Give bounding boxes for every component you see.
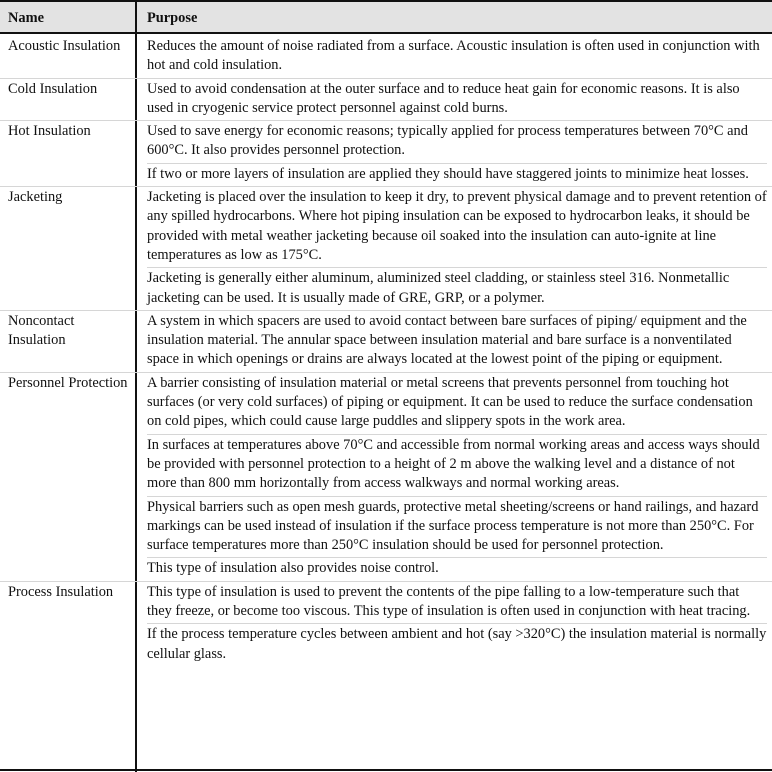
table-body xyxy=(0,36,772,666)
row-purpose xyxy=(147,121,767,186)
table-header xyxy=(0,0,772,34)
purpose-paragraph: Jacketing is placed over the insulation to keep it dry, to prevent physical damage and to prevent retention of any spilled hydrocarbons. Where hot piping insulation can be exposed to hydrocarbon leaks, it should be provided with metal weather jacketing because oil soaked into the insulation can auto-ignite at line temperatures as low as 175°C. xyxy=(147,189,767,263)
table-row xyxy=(0,186,772,310)
table-bottom-rule xyxy=(0,769,772,771)
purpose-paragraph: Physical barriers such as open mesh guards, protective metal sheeting/screens or hand railings, and hazard markings can be used instead of insulation if the surface process temperature is not more than 250°C. For surface temperatures more than 250°C insulation should be used for personnel protection. xyxy=(147,496,767,558)
row-purpose xyxy=(147,187,767,310)
row-purpose xyxy=(147,36,767,78)
row-name: Hot Insulation xyxy=(8,123,91,140)
table-row xyxy=(0,372,772,581)
table-row xyxy=(0,36,772,78)
column-header-purpose: Purpose xyxy=(147,10,198,26)
purpose-paragraph: If two or more layers of insulation are applied they should have staggered joints to minimize heat losses. xyxy=(147,163,767,186)
row-purpose xyxy=(147,582,767,666)
row-name: Process Insulation xyxy=(8,583,114,600)
purpose-paragraph: This type of insulation also provides noise control. xyxy=(147,557,767,580)
row-name: Noncontact Insulation xyxy=(8,312,75,349)
row-name: Jacketing xyxy=(8,189,63,206)
row-name: Cold Insulation xyxy=(8,80,98,97)
purpose-paragraph: In surfaces at temperatures above 70°C and accessible from normal working areas and access ways should be provided with personnel protection to a height of 2 m above the walking level and a distance of not more than 800 mm horizontally from access walkways and normal working areas. xyxy=(147,434,767,496)
purpose-paragraph: If the process temperature cycles between ambient and hot (say >320°C) the insulation material is normally cellular glass. xyxy=(147,623,767,666)
column-header-name: Name xyxy=(8,10,44,26)
row-name: Acoustic Insulation xyxy=(8,38,121,54)
table-row xyxy=(0,120,772,186)
table-row xyxy=(0,78,772,121)
table-row xyxy=(0,310,772,372)
table-row xyxy=(0,581,772,666)
purpose-paragraph: A barrier consisting of insulation material or metal screens that prevents personnel from touching hot surfaces (or very cold surfaces) of piping or equipment. It can be used to reduce the surface condensation on cold pipes, which could cause large puddles and slippery spots in the work area. xyxy=(147,374,753,430)
purpose-paragraph: Reduces the amount of noise radiated from a surface. Acoustic insulation is often used in conjunction with hot and cold insulation. xyxy=(147,38,760,74)
purpose-paragraph: Used to avoid condensation at the outer surface and to reduce heat gain for economic reasons. It is also used in cryogenic service protect personnel against cold burns. xyxy=(147,80,740,116)
row-purpose xyxy=(147,311,767,372)
purpose-paragraph: Used to save energy for economic reasons; typically applied for process temperatures between 70°C and 600°C. It also provides personnel protection. xyxy=(147,123,748,159)
row-purpose xyxy=(147,373,767,581)
row-name: Personnel Protection xyxy=(8,374,128,391)
row-purpose xyxy=(147,79,767,121)
purpose-paragraph: This type of insulation is used to prevent the contents of the pipe falling to a low-temperature such that they freeze, or become too viscous. This type of insulation is often used in conjunction with heat tracing. xyxy=(147,583,751,620)
purpose-paragraph: A system in which spacers are used to avoid contact between bare surfaces of piping/ equipment and the insulation material. The annular space between insulation material and bare surface is a nonventilated space in which openings or drains are always located at the lowest point of the piping or equipment. xyxy=(147,312,747,368)
purpose-paragraph: Jacketing is generally either aluminum, aluminized steel cladding, or stainless steel 316. Nonmetallic jacketing can be used. It is usually made of GRE, GRP, or a polymer. xyxy=(147,267,767,310)
